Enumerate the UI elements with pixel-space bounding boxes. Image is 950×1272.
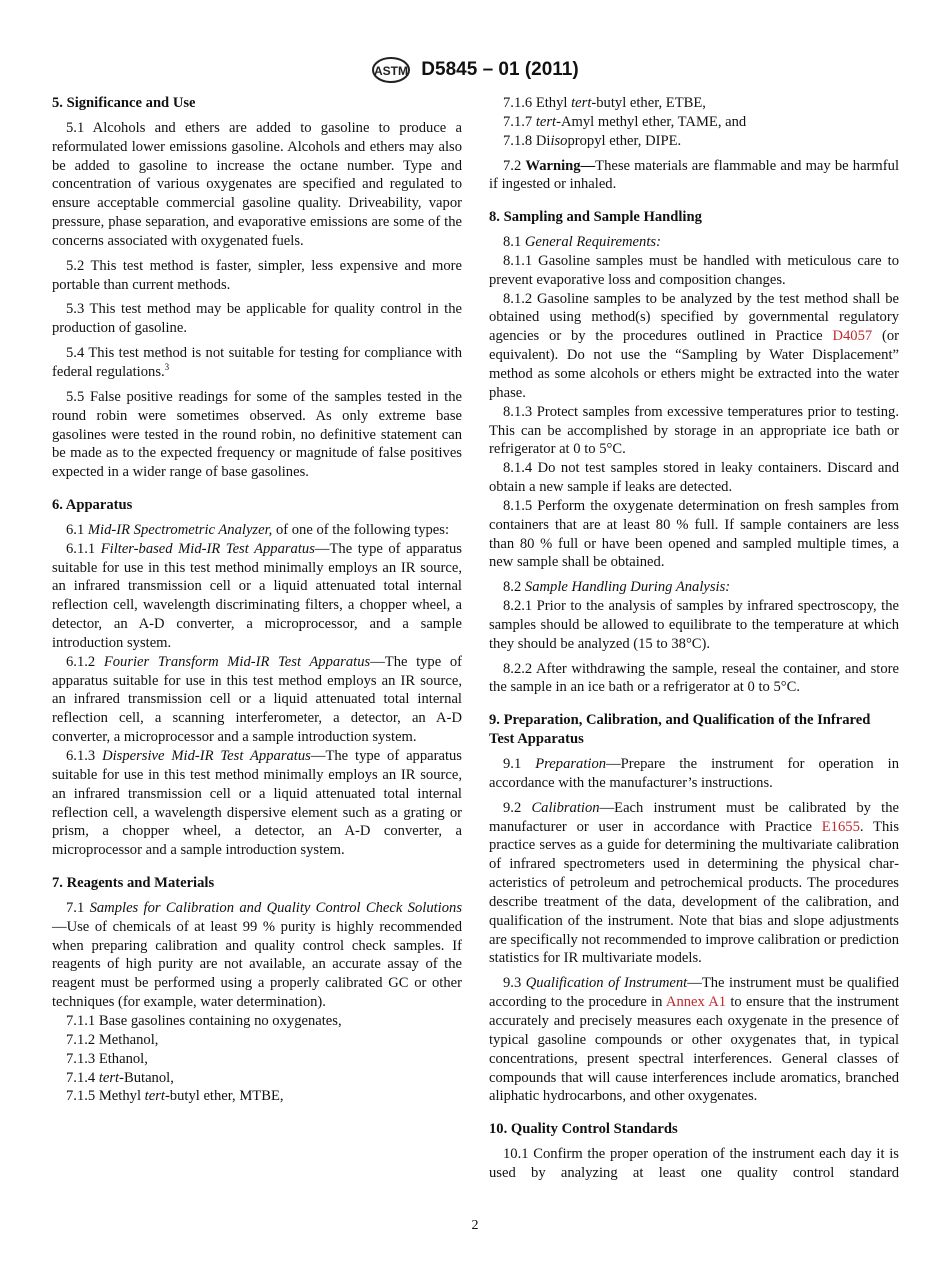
paragraph — [52, 388, 462, 482]
paragraph — [52, 1031, 462, 1050]
paragraph — [489, 290, 899, 403]
section-heading — [52, 94, 462, 113]
text-run: 7. Reagents and Materials — [52, 875, 215, 892]
section-heading — [52, 496, 462, 515]
paragraph — [52, 257, 462, 295]
text-run: 7.1.4 — [66, 1069, 99, 1086]
text-run: 7.1.2 Methanol, — [66, 1031, 159, 1048]
reference-link[interactable]: D4057 — [832, 328, 873, 345]
paragraph — [489, 233, 899, 252]
text-run: 5.2 This test method is faster, simpler, less expensive and more portable than current methods. — [52, 257, 462, 293]
paragraph — [489, 1145, 899, 1183]
text-run: 5.1 Alcohols and ethers are added to gasoline to produce a reformulated lower emissions gasoline. Alcohols and ethers may also be added to gasoline to increase the octane number. Type and concentration of various oxygenates are specified and regulated to ensure acceptable commercial gasoline quality. Driveability, vapor pressure, phase separation, and evaporative emissions are some of the concerns associated with oxygenated fuels. — [52, 119, 462, 249]
text-run: tert — [144, 1088, 165, 1105]
text-run: 5.4 This test method is not suitable for testing for compliance with federal regulations. — [52, 345, 462, 380]
text-run: 6.1 — [66, 521, 88, 538]
text-run: 6.1.1 — [66, 540, 101, 557]
paragraph — [489, 132, 899, 151]
paragraph — [489, 597, 899, 654]
paragraph — [489, 497, 899, 572]
text-run: 7.1.7 — [503, 113, 536, 130]
text-run: These materials are flammable and may be harmful if ingested or inhaled. — [489, 157, 899, 193]
text-run: 8.2 — [503, 579, 525, 596]
text-run: -butyl ether, MTBE, — [164, 1088, 284, 1105]
text-run: Preparation — [535, 756, 607, 772]
text-run: Sample Handling During Analysis: — [524, 579, 731, 596]
text-run: 9.3 — [503, 975, 526, 992]
footnote-ref: 3 — [164, 362, 170, 373]
paragraph — [52, 300, 462, 338]
text-run: Warning— — [525, 157, 596, 174]
paragraph — [489, 578, 899, 597]
paragraph — [52, 899, 462, 1012]
paragraph — [489, 252, 899, 290]
text-run: Qualification of Instrument — [525, 975, 688, 992]
document-id: D5845 – 01 (2011) — [421, 59, 579, 80]
text-run: -Butanol, — [119, 1069, 174, 1086]
text-run: 5.3 This test method may be applicable for quality control in the production of gasoline. — [52, 301, 462, 337]
text-run: 7.2 — [503, 157, 526, 174]
text-run: 7.1.1 Base gasolines containing no oxygenates, — [66, 1012, 342, 1029]
paragraph — [52, 1069, 462, 1088]
text-run: 8.2.2 After withdrawing the sample, reseal the container, and store the sample in an ice bath or a refrigerator at 0 to 5°C. — [489, 660, 899, 696]
text-run: —The instrument must be qualified according to the procedure in — [489, 975, 900, 1011]
page-header — [0, 56, 950, 84]
paragraph — [489, 459, 899, 497]
text-run: 5.5 False positive readings for some of the samples tested in the round robin were sometimes observed. As only extreme base gasolines were tested in the round robin, no definitive statement can be made as to the expected frequency or magnitude of false positives expected in a wider range of base gasolines. — [52, 388, 462, 481]
astm-logo-icon — [371, 56, 411, 84]
text-run: to ensure that the instrument accurately and precisely measures each oxygenate in the presence of typical gasoline compounds or other oxygenates that, in typical concentrations, present spectral interferences. General classes of compounds that will cause interferences include aromatics, branched aliphatic hydrocarbons, and other oxygenates. — [489, 994, 899, 1105]
text-run: -Amyl methyl ether, TAME, and — [556, 113, 747, 130]
paragraph — [489, 157, 899, 195]
text-run: 7.1.6 Ethyl — [503, 95, 572, 111]
section-heading — [52, 874, 462, 893]
paragraph — [489, 799, 899, 969]
text-run: 7.1.3 Ethanol, — [66, 1050, 148, 1067]
paragraph — [52, 1012, 462, 1031]
text-run: —The type of apparatus suitable for use in this test method employs an IR source, an infrared transmission cell or a liquid attenuated total internal reflection cell, a scanning interferometer, a detector, an A-D converter, a microprocessor and a sample introduction system. — [52, 653, 462, 746]
text-run: 6. Apparatus — [52, 497, 133, 514]
text-run: 8.1.1 Gasoline samples must be handled with meticulous care to prevent evaporative loss and composition changes. — [489, 252, 899, 288]
text-run: 10.1 Confirm the proper operation of the instrument each day it is used by analyzing at least one quality control standard — [489, 1146, 899, 1181]
paragraph — [52, 344, 462, 382]
text-run: -butyl ether, ETBE, — [591, 95, 706, 111]
text-run: 7.1.5 Methyl — [66, 1088, 145, 1105]
text-run: —The type of apparatus suitable for use in this test method minimally employs an IR source, an infrared transmission cell or a liquid attenuated total internal reflection cell, a wavelength dispersive element such as a grating or prism, a chopper wheel, a detector, an A-D converter, a microprocessor and a sample introduction system. — [52, 748, 462, 859]
text-run: Dispersive Mid-IR Test Apparatus — [102, 748, 311, 764]
text-run: tert — [571, 95, 592, 111]
text-run: 8.1.3 Protect samples from excessive temperatures prior to testing. This can be accomplished by storage in an appropriate ice bath or refrigerator at 0 to 5°C. — [489, 403, 899, 458]
section-heading — [489, 711, 899, 749]
text-run: 10. Quality Control Standards — [489, 1121, 678, 1138]
text-run: tert — [535, 113, 557, 130]
text-run: iso — [550, 132, 568, 149]
section-heading — [489, 1120, 899, 1139]
paragraph — [489, 94, 899, 113]
paragraph — [52, 119, 462, 251]
paragraph — [489, 113, 899, 132]
paragraph — [52, 747, 462, 860]
text-run: Mid-IR Spectrometric Analyzer, — [87, 521, 273, 538]
text-run: 7.1 — [66, 899, 90, 916]
text-run: 8.2.1 Prior to the analysis of samples by infrared spectroscopy, the samples should be allowed to equilibrate to the temperature at which they should be analyzed (15 to 38°C). — [489, 598, 899, 652]
paragraph — [489, 403, 899, 460]
paragraph — [52, 540, 462, 653]
text-run: . This practice serves as a guide for determining the multivariate calibration of infrared spectrometers used in determining the physical characteristics of petroleum and petrochemical products. The procedures describe treatment of the data, development of the calibration, and qualification of the instrument. Note that bias and slope adjustments are specifically not recommended to improve calibration or prediction statistics for IR multivariate models. — [489, 818, 900, 967]
text-run: —Use of chemicals of at least 99 % purity is highly recommended when preparing calibration and quality control check samples. If reagents of high purity are not available, an accurate assay of the reagent must be performed using a properly calibrated GC or other techniques (for example, water determination). — [52, 918, 462, 1011]
paragraph — [52, 521, 462, 540]
svg-text:ASTM: ASTM — [374, 64, 409, 78]
paragraph — [52, 653, 462, 747]
text-run: 5. Significance and Use — [52, 95, 196, 111]
text-run: 8.1.5 Perform the oxygenate determination on fresh samples from containers that are at least 80 % full. If sample containers are less than 80 % full or have been opened and sampled multiple times, a new sample shall be obtained. — [489, 497, 899, 571]
reference-link[interactable]: E1655 — [821, 818, 860, 835]
text-run: Filter-based Mid-IR Test Apparatus — [100, 540, 315, 557]
right-column — [489, 94, 899, 1183]
paragraph — [52, 1050, 462, 1069]
text-run: 6.1.2 — [66, 653, 104, 670]
text-run: 9.2 — [503, 799, 532, 816]
reference-link[interactable]: Annex A1 — [665, 994, 727, 1011]
text-run: 8. Sampling and Sample Handling — [489, 209, 702, 226]
paragraph — [52, 1087, 462, 1106]
text-run: 8.1.2 Gasoline samples to be analyzed by the test method shall be obtained using method(s) specified by governmental regulatory agencies or by the procedures outlined in Practice — [489, 290, 899, 345]
text-run: 6.1.3 — [66, 748, 103, 764]
text-run: (or equivalent). Do not use the “Sampling by Water Displacement” method as some alcohols or ethers might be extracted into the water phase. — [489, 328, 899, 401]
text-run: 7.1.8 Di — [503, 132, 551, 149]
text-run: General Requirements: — [524, 234, 661, 251]
text-run: —The type of apparatus suitable for use in this test method minimally employs an IR source, an infrared transmission cell or a liquid attenuated total internal reflection cell, wavelength discriminating filters, a chopper wheel, a detector, an A-D converter, a microprocessor, and a sample introduction system. — [52, 540, 462, 651]
text-run: Fourier Transform Mid-IR Test Apparatus — [103, 653, 371, 670]
text-run: of one of the following types: — [272, 521, 450, 538]
text-run: 8.1 — [503, 234, 525, 251]
page-number: 2 — [471, 1218, 479, 1233]
text-run: propyl ether, DIPE. — [567, 132, 682, 149]
text-run: Samples for Calibration and Quality Control Check Solutions — [89, 899, 463, 916]
text-run: 9.1 — [503, 756, 536, 772]
left-column — [52, 94, 462, 1106]
text-run: 9. Preparation, Calibration, and Qualification of the Infrared Test Apparatus — [489, 712, 871, 748]
paragraph — [489, 755, 899, 793]
text-run: tert — [98, 1069, 120, 1086]
text-run: 8.1.4 Do not test samples stored in leaky containers. Discard and obtain a new sample if leaks are detected. — [489, 460, 899, 496]
text-run: —Each instrument must be calibrated by the manufacturer or user in accordance with Practice — [489, 799, 899, 835]
paragraph — [489, 974, 899, 1106]
section-heading — [489, 208, 899, 227]
paragraph — [489, 660, 899, 698]
text-run: —Prepare the instrument for operation in accordance with the manufacturer’s instructions. — [489, 756, 899, 791]
text-run: Calibration — [531, 799, 600, 816]
